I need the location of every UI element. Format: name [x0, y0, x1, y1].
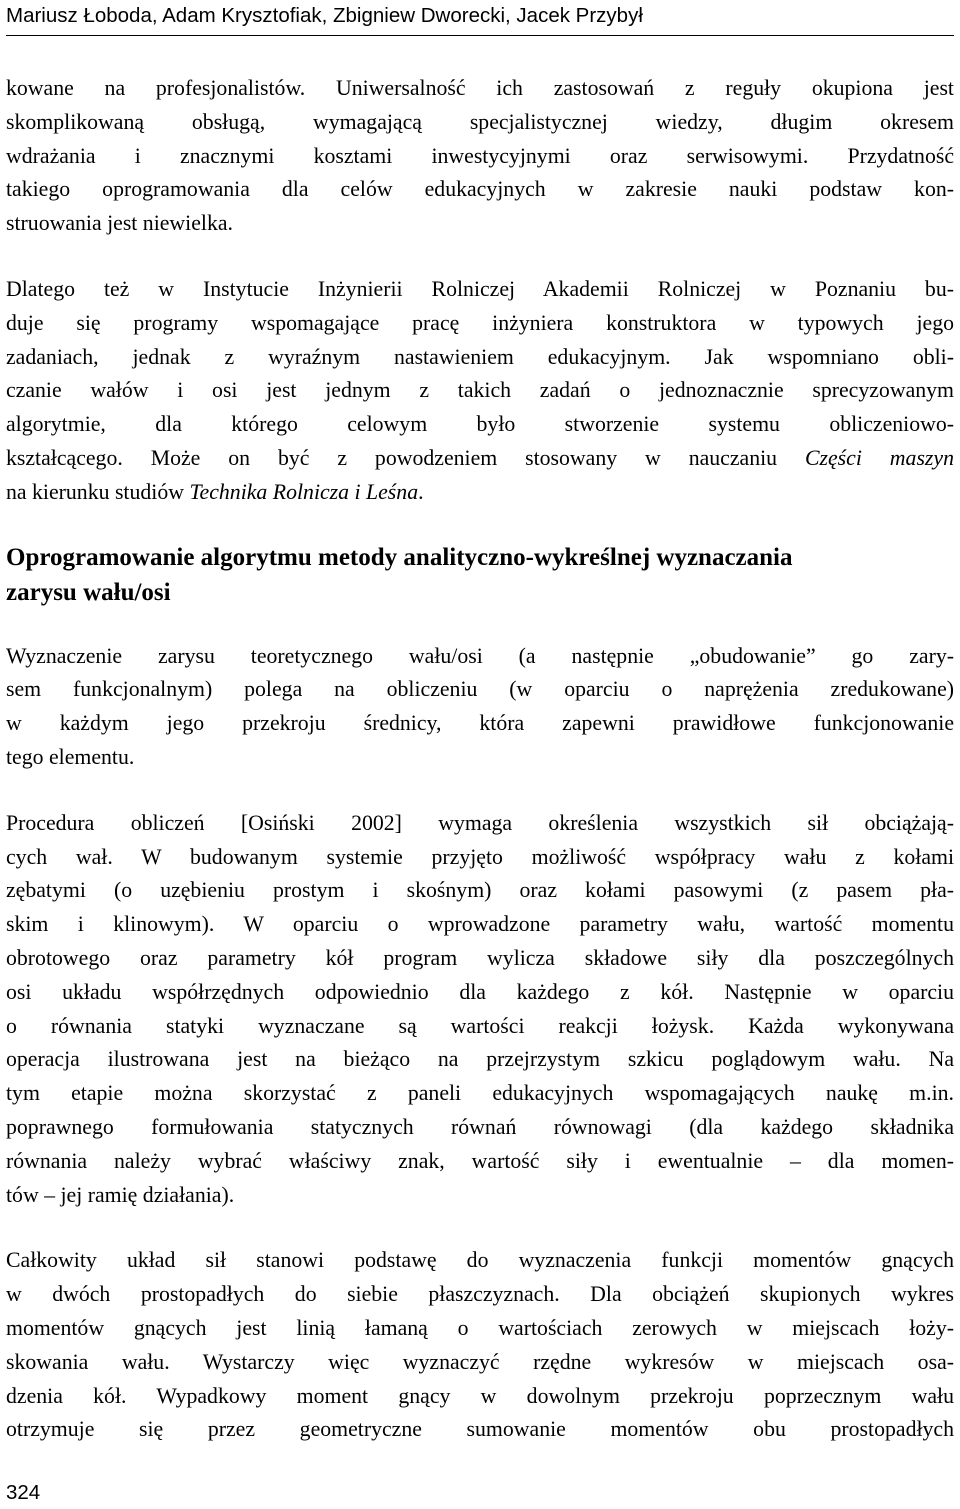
paragraph-5: [6, 1244, 954, 1447]
text-line: algorytmie, dla którego celowym było stworzenie systemu obliczeniowo-: [6, 412, 954, 437]
heading-line: Oprogramowanie algorytmu metody analityczno-wykreślnej wyznaczania: [6, 543, 793, 571]
header-authors: Mariusz Łoboda, Adam Krysztofiak, Zbigniew Dworecki, Jacek Przybył: [6, 4, 643, 27]
text-line: wdrażania i znacznymi kosztami inwestycyjnymi oraz serwisowymi. Przydatność: [6, 143, 954, 168]
text-line: tego elementu.: [6, 744, 135, 769]
text-line: zadaniach, jednak z wyraźnym nastawieniem edukacyjnym. Jak wspomniano obli-: [6, 344, 954, 369]
text-line: czanie wałów i osi jest jednym z takich zadań o jednoznacznie sprecyzowanym: [6, 378, 954, 403]
text-line: [6, 442, 954, 476]
paragraph-4: [6, 807, 954, 1213]
text-line: skomplikowaną obsługą, wymagającą specjalistycznej wiedzy, długim okresem: [6, 109, 954, 134]
text-line: tym etapie można skorzystać z paneli edukacyjnych wspomagających naukę m.in.: [6, 1081, 954, 1106]
text-line: duje się programy wspomagające pracę inżyniera konstruktora w typowych jego: [6, 310, 954, 335]
heading-line: zarysu wału/osi: [6, 578, 171, 606]
text-line: skim i klinowym). W oparciu o wprowadzone parametry wału, wartość momentu: [6, 912, 954, 937]
text-line: w każdym jego przekroju średnicy, która zapewni prawidłowe funkcjonowanie: [6, 711, 954, 736]
text-line: tów – jej ramię działania).: [6, 1182, 235, 1207]
text-line: skowania wału. Wystarczy więc wyznaczyć rzędne wykresów w miejscach osa-: [6, 1349, 954, 1374]
page-number-text: 324: [6, 1481, 41, 1504]
document-page: [6, 0, 954, 1509]
text-line: Dlatego też w Instytucie Inżynierii Rolniczej Akademii Rolniczej w Poznaniu bu-: [6, 276, 954, 301]
running-header: [6, 0, 954, 36]
text-line: zębatymi (o uzębieniu prostym i skośnym) oraz kołami pasowymi (z pasem pła-: [6, 878, 954, 903]
text-line: takiego oprogramowania dla celów edukacyjnych w zakresie nauki podstaw kon-: [6, 177, 954, 202]
paragraph-1: [6, 72, 954, 241]
italic-study-field: Technika Rolnicza i Leśna: [189, 479, 419, 504]
paragraph-2: [6, 273, 954, 510]
text-line: sem funkcjonalnym) polega na obliczeniu (w oparciu o naprężenia zredukowane): [6, 677, 954, 702]
text-line: Wyznaczenie zarysu teoretycznego wału/osi (a następnie „obudowanie” go zary-: [6, 643, 954, 668]
text-line: osi układu współrzędnych odpowiednio dla każdego z kół. Następnie w oparciu: [6, 979, 954, 1004]
text-line: momentów gnących jest linią łamaną o wartościach zerowych w miejscach łoży-: [6, 1315, 954, 1340]
section-heading: [6, 540, 954, 610]
text-line: otrzymuje się przez geometryczne sumowanie momentów obu prostopadłych: [6, 1417, 954, 1442]
text-line: o równania statyki wyznaczane są wartości reakcji łożysk. Każda wykonywana: [6, 1013, 954, 1038]
page-number: [6, 1480, 40, 1506]
italic-subject-name: Części maszyn: [804, 445, 954, 470]
paragraph-3: [6, 640, 954, 775]
text-line: obrotowego oraz parametry kół program wylicza składowe siły dla poszczególnych: [6, 945, 954, 970]
text-line: Całkowity układ sił stanowi podstawę do wyznaczenia funkcji momentów gnących: [6, 1248, 954, 1273]
body-text: [6, 72, 954, 1447]
text-line: operacja ilustrowana jest na bieżąco na przejrzystym szkicu poglądowym wału. Na: [6, 1047, 954, 1072]
text-line: [6, 476, 954, 510]
text-line: struowania jest niewielka.: [6, 211, 233, 236]
text-line: w dwóch prostopadłych do siebie płaszczyznach. Dla obciążeń skupionych wykres: [6, 1282, 954, 1307]
text-segment: .: [418, 479, 424, 504]
text-line: dzenia kół. Wypadkowy moment gnący w dowolnym przekroju poprzecznym wału: [6, 1383, 954, 1408]
text-segment: kształcącego. Może on być z powodzeniem stosowany w nauczaniu: [6, 445, 778, 470]
text-line: cych wał. W budowanym systemie przyjęto możliwość współpracy wału z kołami: [6, 844, 954, 869]
text-line: poprawnego formułowania statycznych równań równowagi (dla każdego składnika: [6, 1114, 954, 1139]
text-segment: na kierunku studiów: [6, 479, 184, 504]
text-line: równania należy wybrać właściwy znak, wartość siły i ewentualnie – dla momen-: [6, 1148, 954, 1173]
text-line: kowane na profesjonalistów. Uniwersalność ich zastosowań z reguły okupiona jest: [6, 76, 954, 100]
text-line: Procedura obliczeń [Osiński 2002] wymaga określenia wszystkich sił obciążają-: [6, 810, 954, 835]
